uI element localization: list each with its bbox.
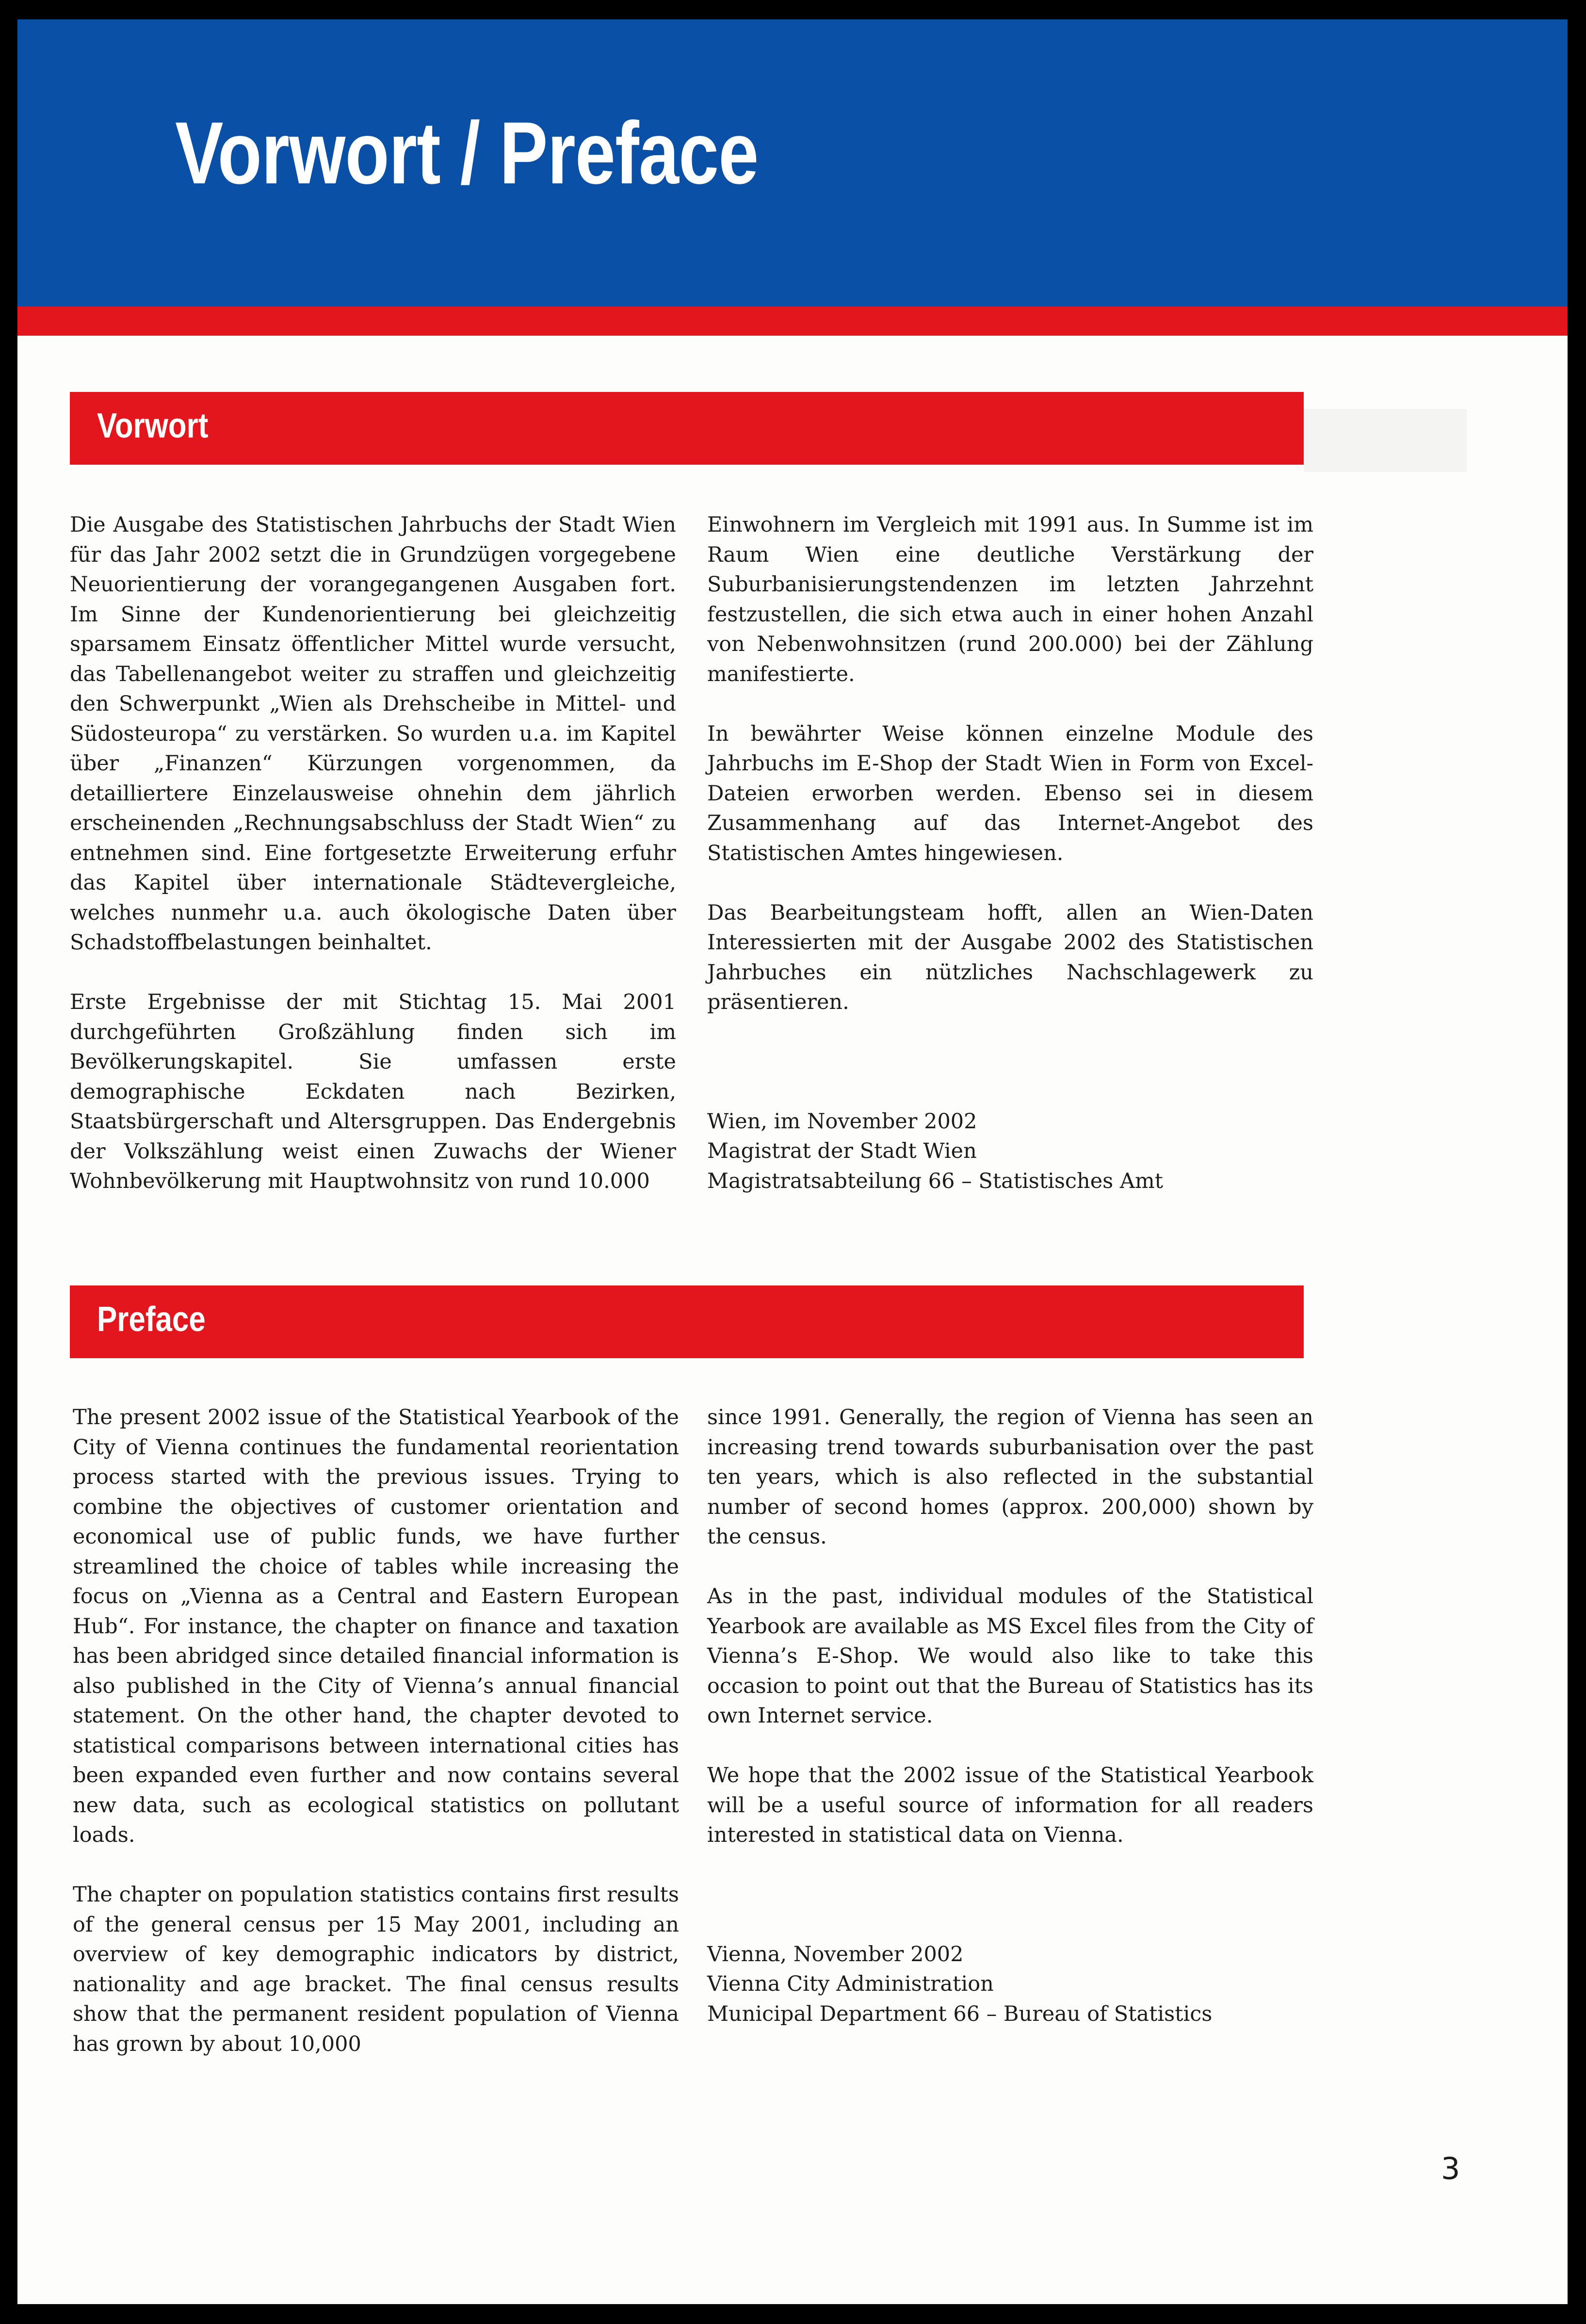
section-heading-vorwort [70, 392, 1304, 465]
paragraph: We hope that the 2002 issue of the Statistical Yearbook will be a useful source of information for all readers interested in statistical data on Vienna. [707, 1763, 1313, 1847]
paragraph: Die Ausgabe des Statistischen Jahrbuchs der Stadt Wien für das Jahr 2002 setzt die in Grundzügen vorgegebene Neuorientierung der vorangegangenen Ausgaben fort. Im Sinne der Kundenorientierung bei gleichzeitig sparsamem Einsatz öffentlicher Mittel wurde versucht, das Tabellenangebot weiter zu straffen und gleichzeitig den Schwerpunkt „Wien als Drehscheibe in Mittel- und Südosteuropa“ zu verstärken. So wurden u.a. im Kapitel über „Finanzen“ Kürzungen vorgenommen, da detailliertere Einzelausweise ohnehin dem jährlich erscheinenden „Rechnungsabschluss der Stadt Wien“ zu entnehmen sind. Eine fortgesetzte Erweiterung erfuhr das Kapitel über internationale Städtevergleiche, welches nunmehr u.a. auch ökologische Daten über Schadstoffbelastungen beinhaltet. [70, 513, 676, 955]
signature: Vienna, November 2002 Vienna City Administration Municipal Department 66 – Bureau of Statistics [707, 1942, 1213, 2026]
section-heading-label: Vorwort [97, 406, 209, 445]
section-heading-label: Preface [97, 1300, 206, 1339]
header-blue-band [17, 19, 1568, 307]
paragraph: In bewährter Weise können einzelne Module des Jahrbuchs im E-Shop der Stadt Wien in Form von Excel-Dateien erworben werden. Ebenso sei in diesem Zusammenhang auf das Internet-Angebot des Statistischen Amtes hingewiesen. [707, 721, 1313, 865]
paragraph: The present 2002 issue of the Statistical Yearbook of the City of Vienna continues the fundamental reorientation process started with the previous issues. Trying to combine the objectives of customer orientation and economical use of public funds, we have further streamlined the choice of tables while increasing the focus on „Vienna as a Central and Eastern European Hub“. For instance, the chapter on finance and taxation has been abridged since detailed financial information is also published in the City of Vienna’s annual financial statement. On the other hand, the chapter devoted to statistical comparisons between international cities has been expanded even further and now contains several new data, such as ecological statistics on pollutant loads. [73, 1405, 679, 1847]
vorwort-left-column [70, 510, 676, 1226]
preface-left-column [73, 1403, 679, 2089]
paragraph: Erste Ergebnisse der mit Stichtag 15. Mai 2001 durchgeführten Großzählung finden sich im Bevölkerungskapitel. Sie umfassen erste demographische Eckdaten nach Bezirken, Staatsbürgerschaft und Altersgruppen. Das Endergebnis der Volkszählung weist einen Zuwachs der Wiener Wohnbevölkerung mit Hauptwohnsitz von rund 10.000 [70, 990, 676, 1193]
paragraph: The chapter on population statistics contains first results of the general census per 15 May 2001, including an overview of key demographic indicators by district, nationality and age bracket. The final census results show that the permanent resident population of Vienna has grown by about 10,000 [73, 1883, 679, 2056]
section-heading-preface [70, 1285, 1304, 1358]
paragraph: Einwohnern im Vergleich mit 1991 aus. In Summe ist im Raum Wien eine deutliche Verstärkung der Suburbanisierungstendenzen im letzten Jahrzehnt festzustellen, die sich etwa auch in einer hohen Anzahl von Nebenwohnsitzen (rund 200.000) bei der Zählung manifestierte. [707, 513, 1313, 686]
faded-background-block [1304, 409, 1467, 472]
signature: Wien, im November 2002 Magistrat der Stadt Wien Magistratsabteilung 66 – Statistisches Amt [707, 1109, 1163, 1193]
page-number: 3 [1441, 2151, 1460, 2186]
page-title: Vorwort / Preface [175, 103, 759, 202]
header-red-stripe [17, 307, 1568, 336]
preface-right-column [707, 1403, 1313, 2059]
vorwort-right-column [707, 510, 1313, 1226]
page [17, 19, 1568, 2304]
paragraph: As in the past, individual modules of the Statistical Yearbook are available as MS Excel files from the City of Vienna’s E-Shop. We would also like to take this occasion to point out that the Bureau of Statistics has its own Internet service. [707, 1584, 1313, 1728]
paragraph: since 1991. Generally, the region of Vienna has seen an increasing trend towards suburbanisation over the past ten years, which is also reflected in the substantial number of second homes (approx. 200,000) shown by the census. [707, 1405, 1313, 1549]
paragraph: Das Bearbeitungsteam hofft, allen an Wien-Daten Interessierten mit der Ausgabe 2002 des Statistischen Jahrbuches ein nützliches Nachschlagewerk zu präsentieren. [707, 900, 1313, 1014]
